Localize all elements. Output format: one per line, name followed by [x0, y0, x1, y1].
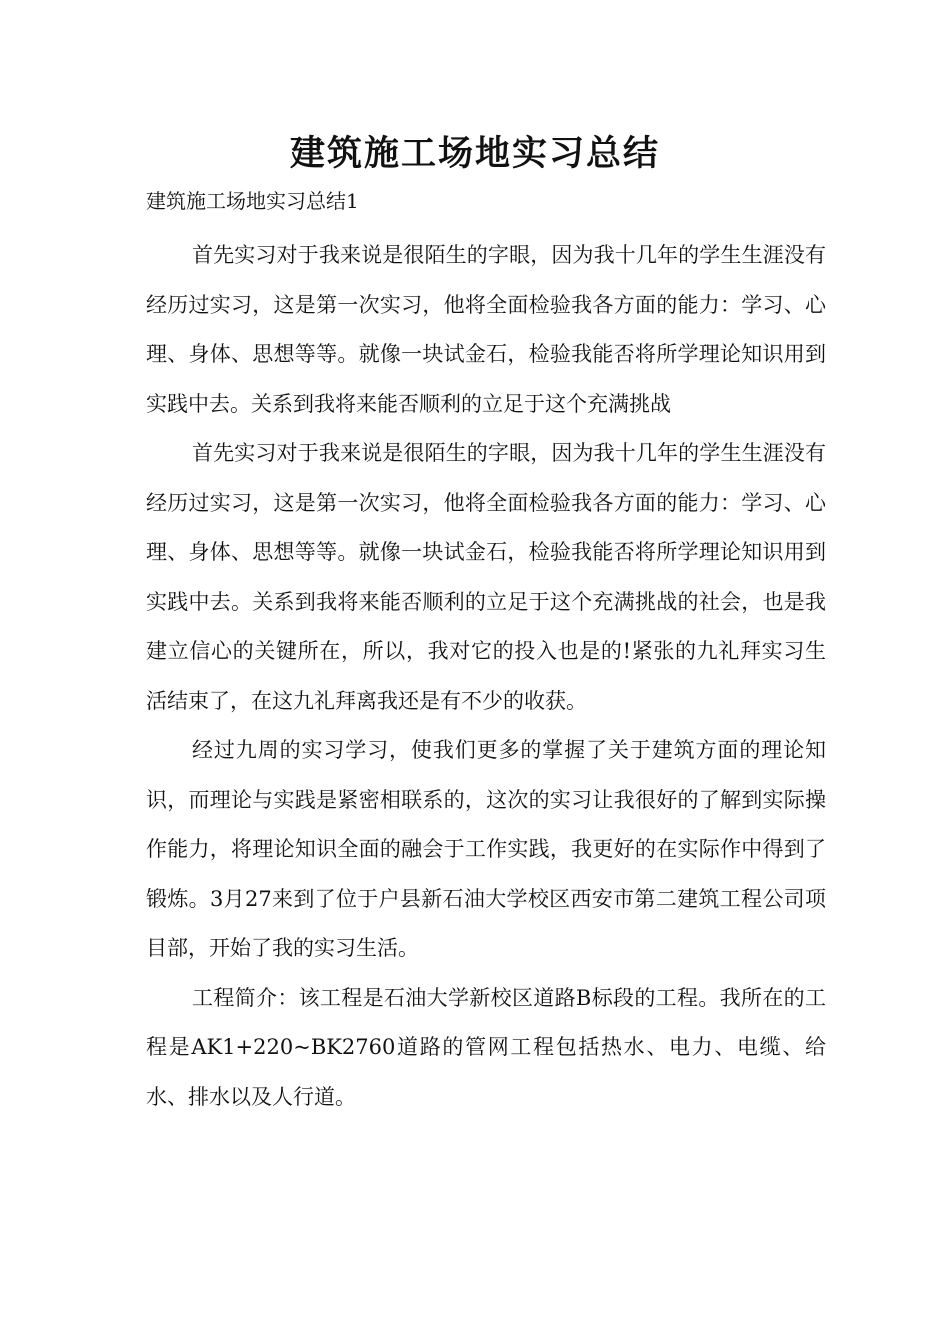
document-title: 建筑施工场地实习总结: [289, 133, 660, 174]
document-subtitle: 建筑施工场地实习总结1: [146, 189, 359, 213]
paragraph-3: 经过九周的实习学习，使我们更多的掌握了关于建筑方面的理论知识，而理论与实践是紧密相联系的，这次的实习让我很好的了解到实际操作能力，将理论知识全面的融会于工作实践，我更好的在实际作中得到了锻炼。3月27来到了位于户县新石油大学校区西安市第二建筑工程公司项目部，开始了我的实习生活。: [146, 738, 826, 960]
document-body: [146, 231, 826, 1122]
paragraph-1: 首先实习对于我来说是很陌生的字眼，因为我十几年的学生生涯没有经历过实习，这是第一次实习，他将全面检验我各方面的能力：学习、心理、身体、思想等等。就像一块试金石，检验我能否将所学理论知识用到实践中去。关系到我将来能否顺利的立足于这个充满挑战: [146, 243, 826, 416]
paragraph-2: 首先实习对于我来说是很陌生的字眼，因为我十几年的学生生涯没有经历过实习，这是第一次实习，他将全面检验我各方面的能力：学习、心理、身体、思想等等。就像一块试金石，检验我能否将所学理论知识用到实践中去。关系到我将来能否顺利的立足于这个充满挑战的社会，也是我建立信心的关键所在，所以，我对它的投入也是的!紧张的九礼拜实习生活结束了，在这九礼拜离我还是有不少的收获。: [146, 441, 826, 713]
paragraph-4: 工程简介：该工程是石油大学新校区道路B标段的工程。我所在的工程是AK1+220~BK2760道路的管网工程包括热水、电力、电缆、给水、排水以及人行道。: [146, 985, 826, 1109]
